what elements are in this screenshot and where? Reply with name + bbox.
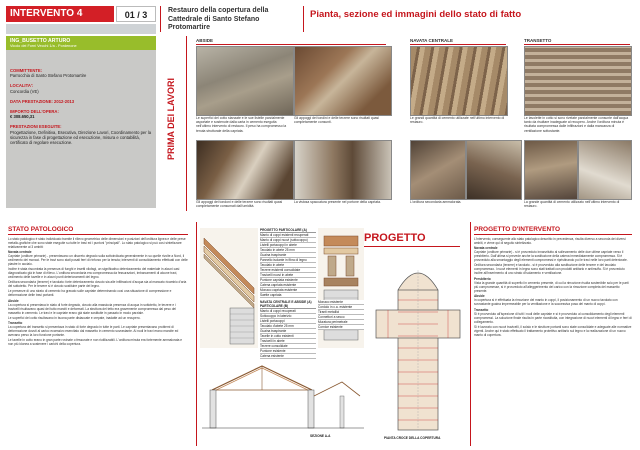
stato-paragraph-4: Orditura secondaria (terzere) e tavolato: forte deterioramento dovuto sia alle infiltrazioni d'acqua sia al mancato ricambio d'aria del sottotetto. Per le terzere si è dovuto sostituire parte del legno. bbox=[8, 280, 187, 289]
intervento-paragraph-1: Navata centrale bbox=[474, 246, 498, 251]
intervento-divider bbox=[470, 222, 471, 446]
legend-a-item: Tavolato in abete 25 mm bbox=[260, 248, 316, 253]
caption-6: La vistosa spaccatura presente nel portone della capriata. bbox=[294, 200, 381, 204]
legend-a-item: Monaco capriata esistente bbox=[260, 288, 316, 293]
legend-a-item: Terzere esistenti consolidate bbox=[260, 268, 316, 273]
intervento-paragraph-8: Transetto bbox=[474, 307, 489, 312]
progetto-divider bbox=[196, 222, 197, 446]
photo-abside-crack bbox=[294, 140, 392, 200]
intervento-paragraph-3: Orditura secondaria (terzere) e tavolato - si è provveduto alla sostituzione delle terzere e del tavolato compromesso. I nuovi elementi in legno sono stati trattati con prodotti antitarlo e antimuffa. Si è provveduto inoltre all'inserimento di uno strato d'isolamento e ventilazione. bbox=[474, 263, 625, 276]
legend-b-item: Cornice esistente bbox=[318, 325, 364, 330]
stato-paragraph-11: Le tavelle in cotto erano in gran parte rovinate o fessurate e non riutilizzabili. L'orditura minuta era fortemente ammalorata e non più idonea a sostenere i carichi della copertura. bbox=[8, 338, 183, 347]
committente-label: COMMITTENTE: bbox=[10, 68, 43, 73]
project-name: ING_BUSETTO ARTURO bbox=[10, 38, 71, 44]
legend-a-item: Catena capriata esistente bbox=[260, 283, 316, 288]
localita-value: Concordia (VE) bbox=[10, 88, 39, 94]
caption-2: Gli appoggi dei tondini e delle terzere sono risultati quasi completamente consunti. bbox=[294, 116, 380, 125]
legend-b-item: Connettori a secco bbox=[318, 315, 364, 320]
stato-paragraph-6: Abside bbox=[8, 298, 19, 303]
legend-b-item: Cordolo in c.a. esistente bbox=[318, 305, 364, 310]
document-title bbox=[6, 24, 156, 34]
legend-b-list-visible bbox=[260, 300, 316, 359]
photo-abside-beams bbox=[196, 140, 294, 200]
photo-abside-roof-2 bbox=[294, 46, 392, 116]
legend-b-item: Monaco esistente bbox=[318, 300, 364, 305]
importo-label: IMPORTO DELL'OPERA: bbox=[10, 109, 59, 115]
caption-7: L'orditura secondaria ammalorata. bbox=[410, 200, 462, 204]
caption-5: Gli appoggi dei tondoni e delle terzere sono risultati quasi completamente consumati dall'umidità. bbox=[196, 200, 283, 209]
progetto-intervento bbox=[474, 226, 632, 446]
legend-a-item: Puntone capriata esistente bbox=[260, 278, 316, 283]
legend-b-item: Puntone esistente bbox=[260, 349, 316, 354]
prestazioni-value: Progettazione, Definitiva, Esecutiva, Direzione Lavori, Coordinamento per la sicurezza in fase di progettazione ed esecuzione, misura e contabilità, certificato di regolare esecuzione. bbox=[10, 129, 152, 146]
legend-a-item: Saette capriata bbox=[260, 293, 316, 298]
legend-b-item: Catena esistente bbox=[260, 354, 316, 359]
stato-paragraph-3: Inoltre è stata riscontrata la presenza di funghi e insetti xilofagi, un significativo deterioramento del materiale in alcuni casi diagnosticato già in fase di rilievo. L'orditura secondaria era compromessa da fessurazioni, imbarcamenti di alcune travi, cedimento delle tavelle e in alcuni punti deterioramenti del legno. bbox=[8, 267, 180, 280]
caption-3: Le grandi quantità di cemento utilizzate nell'ultimo intervento di restauro. bbox=[410, 116, 505, 125]
caption-4: Le tavolette in cotto si sono rivelate parzialmente consunte dall'acqua tanto da risultare inadeguate al recupero. Anche l'orditura minuta è risultata compromessa dalle infiltrazioni e dalla mancanza di ventilazione sottostante. bbox=[524, 116, 629, 133]
stato-paragraph-7: La copertura si presentava in stato di forte degrado, dovuto alla massiccia presenza di acqua in sottotetto, le terzere e i travicelli risultavano quasi del tutto marciti e deformati. La struttura del tetto era gravemente compromessa dal peso del massetto in cemento. Le travi e le capriate erano già state sostituite in passato in modo parziale. bbox=[8, 302, 176, 315]
intervento-paragraph-7: In copertura si è effettuata la rimozione del manto in coppi, il posizionamento di un nuovo tavolato con sovrastante guaina impermeabile per la ventilazione e la successiva posa del manto di coppi. bbox=[474, 298, 618, 307]
localita-label: LOCALITA': bbox=[10, 83, 34, 89]
photo-transetto-3 bbox=[578, 140, 632, 200]
legend-b-item: Listelli portacoppi bbox=[260, 319, 316, 324]
stato-paragraph-9: Transetto bbox=[8, 321, 23, 326]
label-abside: ABSIDE bbox=[196, 38, 214, 43]
stato-patologico bbox=[8, 226, 188, 446]
legend-a-item: Tavolato in abete bbox=[260, 263, 316, 268]
stato-paragraph-2: Capriate (orditure primarie) - presentavano un discreto degrado sulla sottoindicata generalmente in su quelle rivolte a Nord, il cedimento dei monaci. Per le travi sono stati posati ferri di rinforzo per la tenuta; interventi di consolidamento effettuati con delle piastre in acciaio. bbox=[8, 254, 188, 267]
photo-navata-3 bbox=[466, 140, 522, 200]
intervento-paragraph-9: Si è provveduto all'ispezione di tutti i nodi delle capriate e si è provveduto al consolidamento degli elementi compromessi. La soluzione finale risulta in parte ricostituita, con integrazione di nuovi elementi di legno e ferri di collegamento. bbox=[474, 311, 632, 324]
caption-8: La grande quantità di cemento utilizzato nell'ultimo intervento di restauro. bbox=[524, 200, 620, 209]
sezione-label: SEZIONE A-A bbox=[310, 434, 331, 438]
navata-line bbox=[410, 44, 506, 45]
photo-navata-1 bbox=[410, 46, 508, 116]
legend-b-item: Muratura perimetrale bbox=[318, 320, 364, 325]
intervento-paragraph-6: Abside bbox=[474, 294, 485, 299]
abside-line bbox=[196, 44, 386, 45]
intervento-title: PROGETTO D'INTERVENTO bbox=[474, 226, 561, 233]
legend-a-item: Manto di coppi nuovi (sottocoppo) bbox=[260, 238, 316, 243]
detail-drawing-a bbox=[200, 228, 258, 348]
progetto-title: PROGETTO bbox=[364, 232, 426, 244]
legend-b-item: Guaina traspirante bbox=[260, 329, 316, 334]
legend-b-item: Terzere consolidate bbox=[260, 344, 316, 349]
stato-paragraph-10: La copertura del transetto si presentava in stato di forte degrado in tutte le parti. Le capriate presentavano problemi di deformazione dovuti al carico eccessivo esercitato dal massetto in cemento sovrastante. Ai nodi le travi erano marcite ed avevano perso la loro funzione portante. bbox=[8, 325, 179, 338]
intervento-paragraph-5: Vista la grande quantità di superfici in cemento presente, di cui la rimozione risulta sostenibile solo per le parti più compromesse, si è provveduto all'alleggerimento del carico con la rimozione completa del massetto presente. bbox=[474, 280, 629, 293]
legend-b-item: Tavelle in cotto esistenti bbox=[260, 334, 316, 339]
committente-value: Parrocchia di Santo Stefano Protomartire bbox=[10, 73, 87, 79]
caption-1: Le superfici del cotto stanzate e le sue listelle parzialmente asportate e sostenute dalla carta in cemento eseguita nell'ultimo intervento di restauro. Il peso ha compromesso la tenuta strutturale della capriata. bbox=[196, 116, 287, 133]
title-divider bbox=[303, 6, 304, 32]
label-transetto: TRANSETTO bbox=[524, 38, 552, 43]
main-title: Restauro della copertura della Cattedrale di Santo Stefano Protomartire bbox=[168, 7, 269, 31]
stato-paragraph-8: Le superfici del cotto risultavano in buona parte distaccate e crepate, inadatte ad un recupero. bbox=[8, 315, 141, 320]
prestazioni-label: PRESTAZIONI ESEGUITE: bbox=[10, 124, 62, 130]
intervento-paragraph-2: Capriate (orditure primarie) - si è provveduto innanzitutto al sollevamento delle due ultime capriate verso il presbiterio. Dall'ultima si prevede anche la sostituzione della catena immediatamente compromessa. Si è provveduto alla smontaggio degli elementi compromessi e ripristinando poi le travi nelle loro parti deteriorate. bbox=[474, 250, 628, 263]
prima-dei-lavori-label: PRIMA DEI LAVORI bbox=[166, 78, 176, 161]
legend-b-item: Tiranti metallici bbox=[318, 310, 364, 315]
legend-a-item: Guaina traspirante bbox=[260, 253, 316, 258]
stato-title: STATO PATOLOGICO bbox=[8, 226, 74, 233]
photos-divider bbox=[186, 36, 187, 211]
label-navata: NAVATA CENTRALE bbox=[410, 38, 453, 43]
legend-a-item: Pannello isolante in fibra di legno bbox=[260, 258, 316, 263]
transetto-line bbox=[524, 44, 630, 45]
page-subtitle: Pianta, sezione ed immagini dello stato di fatto bbox=[310, 9, 522, 20]
legend-b-item: Travicelli in abete bbox=[260, 339, 316, 344]
photo-navata-2 bbox=[410, 140, 466, 200]
legend-b-item: Sottocoppo in laterizio bbox=[260, 314, 316, 319]
photo-transetto-2 bbox=[524, 140, 578, 200]
project-address: Vicolo dei Forni Vecchi 1/a - Pordenone bbox=[10, 44, 77, 48]
sidebar bbox=[6, 36, 156, 208]
intervento-paragraph-10: Si è lavorato con nuovi travicelli, il solaio e le strutture portanti sono state consolidate e adeguate alle normative vigenti. Anche qui è stato effettuato il trattamento protettivo antitarlo sul legno e la realizzazione di un nuovo manto di copertura. bbox=[474, 324, 632, 337]
progetto-underline bbox=[364, 246, 460, 247]
stato-paragraph-5: Le presenze di uno strato di cemento ha gravato sulle capriate determinando così una situazione di compressione e deformazione delle travi portanti. bbox=[8, 289, 172, 298]
photo-transetto-1 bbox=[524, 46, 632, 116]
intervention-tag: INTERVENTO 4 bbox=[6, 6, 114, 22]
legend-b-list-continued bbox=[318, 300, 364, 330]
floor-plan bbox=[368, 250, 468, 434]
legend-a-item: Listelli portacoppi in abete bbox=[260, 243, 316, 248]
legend-b-title: NAVATA CENTRALE E ABSIDE (A) PARTICOLARE (B) bbox=[260, 300, 316, 309]
importo-value: € 308.650,31 bbox=[10, 114, 35, 120]
pianta-label: PIANTA CROCE DELLA COPERTURA bbox=[384, 436, 441, 440]
stato-paragraph-0: Lo stato patologico è stato individuato tramite il rilievo geometrico delle dimensioni e posizioni dell'orditura lignea e delle prese metallo-grafiche che sono state eseguite su tutte le travi ed i puntoni "principali". Lo stato patologico si può così sintetizzare relativamente ai 3 ambiti: bbox=[8, 236, 186, 249]
photo-abside-roof-1 bbox=[196, 46, 294, 116]
page-number: 01 / 3 bbox=[116, 6, 156, 22]
intervento-paragraph-0: L'intervento, conseguente allo stato patologico descritto in precedenza, risulta diverso a seconda dei diversi ambiti, e viene qui di seguito sintetizzato. bbox=[474, 236, 626, 245]
stato-paragraph-1: Navata centrale bbox=[8, 250, 32, 255]
detail-drawing-b bbox=[318, 228, 364, 348]
data-prestazione: DATA PRESTAZIONE: 2012-2013 bbox=[10, 98, 75, 104]
legend-b-item: Tavolato d'abete 25 mm bbox=[260, 324, 316, 329]
intervento-paragraph-4: Presbiterio bbox=[474, 276, 491, 281]
section-drawing bbox=[202, 350, 364, 432]
legend-a-item: Travicelli nuovi in abete bbox=[260, 273, 316, 278]
header-divider bbox=[160, 6, 161, 32]
legend-b-item: Manto di coppi recuperati bbox=[260, 309, 316, 314]
legend-a-item: Manto di coppi esistenti recuperati bbox=[260, 233, 316, 238]
legend-a: PROGETTO PARTICOLARE (A) Manto di coppi esistenti recuperati Manto di coppi nuovi (sottocoppo) Listelli portacoppi in abete Tavolato in abete 25 mm Guaina traspirante Pannello isolante in fibra di legno Tavolato in abete Terzere esistenti consolidate Travicelli nuovi in abete Puntone capriata esistente Catena capriata esistente Monaco capriata esistente Saette capriata bbox=[260, 228, 316, 298]
